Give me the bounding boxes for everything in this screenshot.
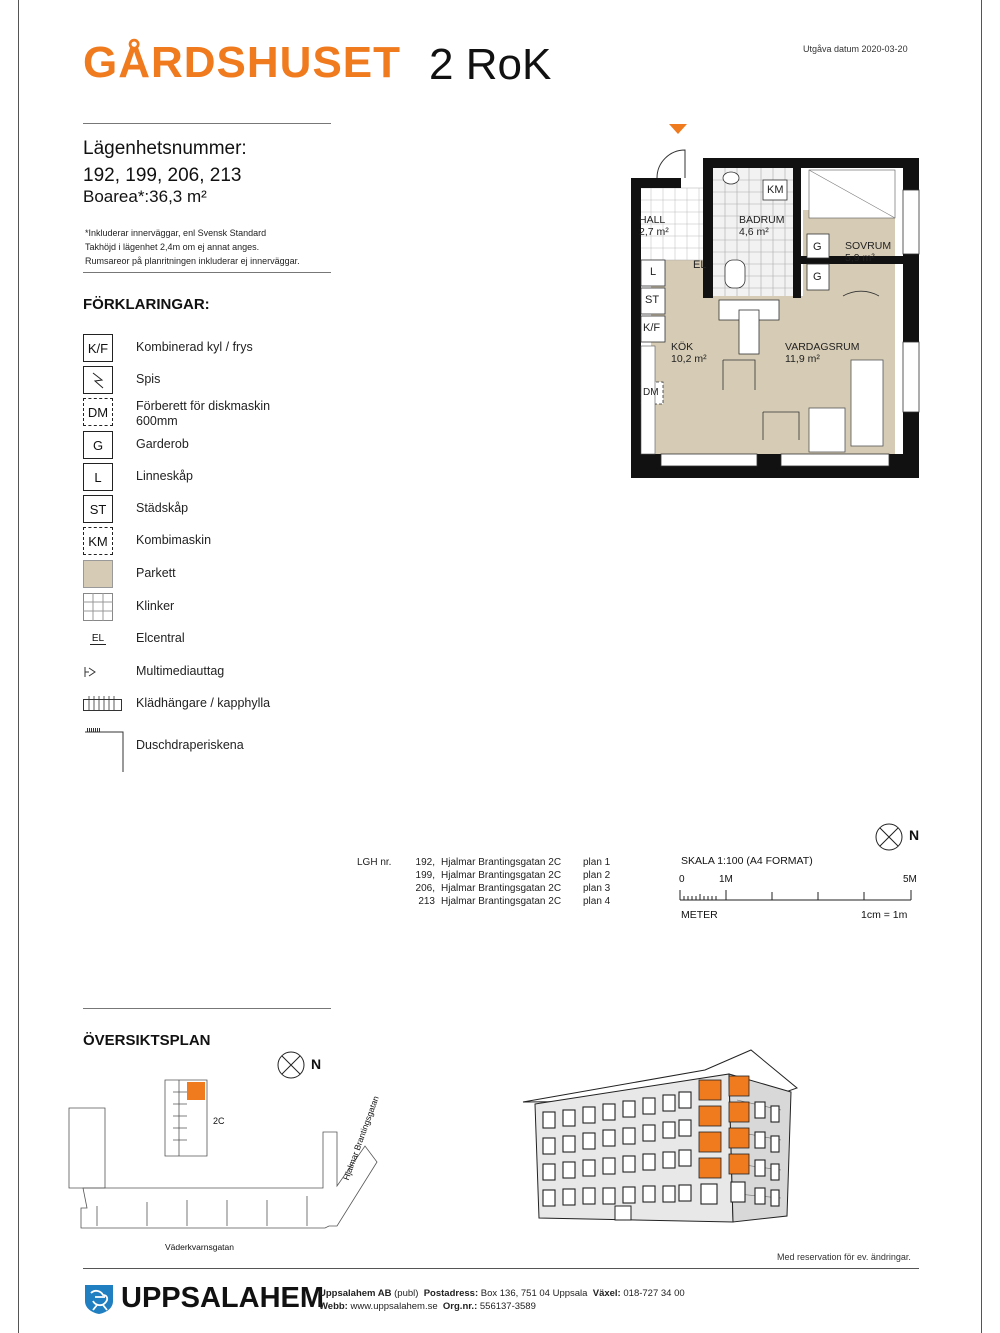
washer-dryer-icon: KM (83, 527, 113, 555)
legend-label: Klinker (136, 599, 175, 613)
electrical-panel-icon (83, 625, 113, 653)
legend-label: Kombimaskin (136, 533, 212, 547)
linen-cabinet-icon: L (83, 463, 113, 491)
room-name: KÖK (671, 341, 694, 353)
building-title: GÅRDSHUSET (83, 38, 402, 87)
legend-label-line: 600mm (136, 414, 178, 428)
fixture-kf: K/F (643, 322, 661, 334)
tile-swatch-icon (83, 593, 113, 621)
fridge-freezer-icon: K/F (83, 334, 113, 362)
legend-label (136, 399, 270, 429)
floor-plan (613, 120, 923, 484)
org-number: 556137-3589 (479, 1301, 536, 1312)
website-link[interactable]: www.uppsalahem.se (350, 1301, 438, 1312)
street: Hjalmar Brantingsgatan 2C (441, 857, 562, 868)
legend-item-tile (83, 593, 383, 623)
legend-item-st (83, 495, 383, 525)
room-bedroom (845, 240, 891, 264)
scale-five: 5M (903, 874, 917, 885)
fixture-km: KM (767, 184, 784, 196)
street: Hjalmar Brantingsgatan 2C (441, 883, 562, 894)
clothes-hanger-icon (83, 690, 123, 718)
divider (83, 272, 331, 273)
reservation-note: Med reservation för ev. ändringar. (777, 1252, 911, 1262)
cleaning-cabinet-icon: ST (83, 495, 113, 523)
street: Hjalmar Brantingsgatan 2C (441, 870, 562, 881)
footer-divider (83, 1268, 919, 1269)
company-name: Uppsalahem AB (319, 1288, 392, 1299)
company-logo (83, 1282, 324, 1315)
legend-item-kf (83, 334, 383, 364)
post-address: Box 136, 751 04 Uppsala (480, 1288, 588, 1299)
document-sheet (18, 0, 982, 1333)
address-row (357, 869, 610, 882)
note-line: Rumsareor på planritningen inkluderar ej innerväggar. (85, 256, 300, 266)
legend-label: Spis (136, 372, 161, 386)
fixture-g: G (813, 271, 822, 283)
stove-icon (83, 366, 113, 394)
legend-item-stove (83, 366, 383, 396)
area-notes (85, 226, 300, 268)
shower-rail-icon (83, 726, 127, 774)
legend-item-el (83, 625, 383, 655)
lgh-number: 206, (415, 883, 435, 894)
apartment-numbers: 192, 199, 206, 213 (83, 165, 242, 186)
note-line: *Inkluderar innerväggar, enl Svensk Standard (85, 228, 267, 238)
floor: plan 4 (583, 896, 611, 907)
floor: plan 2 (583, 870, 611, 881)
fixture-g: G (813, 241, 822, 253)
legend-item-dm (83, 398, 383, 428)
room-area: 11,9 m² (785, 353, 820, 365)
company-info (319, 1287, 685, 1313)
street: Hjalmar Brantingsgatan 2C (441, 896, 562, 907)
scale-one: 1M (719, 874, 733, 885)
room-bathroom (739, 214, 785, 238)
compass-icon (875, 822, 905, 852)
room-kitchen (671, 341, 707, 365)
legend-label: Klädhängare / kapphylla (136, 696, 271, 710)
legend-label: Parkett (136, 566, 176, 580)
floor: plan 3 (583, 883, 611, 894)
fixture-dm: DM (643, 387, 659, 398)
room-area: 5,9 m² (845, 252, 875, 264)
street-label-side: Hjalmar Brantingsgatan (341, 1094, 381, 1182)
entrance-door (615, 1206, 631, 1220)
scale-zero: 0 (679, 874, 685, 885)
lgh-number: 213 (418, 896, 435, 907)
room-name: SOVRUM (845, 240, 892, 252)
legend-label: Linneskåp (136, 469, 193, 483)
legend-label: Garderob (136, 437, 189, 451)
fixture-st: ST (645, 294, 660, 306)
org-label: Org.nr.: (442, 1301, 478, 1312)
entrance-marker-icon (669, 124, 687, 134)
north-label: N (909, 827, 920, 843)
issue-date: Utgåva datum 2020-03-20 (803, 44, 908, 54)
address-row (357, 895, 610, 908)
apartment-type: 2 RoK (429, 40, 552, 89)
legend-label: Duschdraperiskena (136, 738, 244, 752)
apartment-number-label: Lägenhetsnummer: (83, 138, 247, 159)
building-illustration (519, 1040, 809, 1229)
north-arrow (875, 822, 905, 857)
legend-label-line: Förberett för diskmaskin (136, 399, 271, 413)
overview-title: ÖVERSIKTSPLAN (83, 1032, 211, 1049)
scale-ratio: 1cm = 1m (861, 909, 908, 921)
room-living-room (785, 341, 859, 365)
street-label-bottom: Väderkvarnsgatan (165, 1242, 234, 1252)
address-row (357, 882, 610, 895)
legend-item-shower (83, 726, 383, 774)
legend-label: Kombinerad kyl / frys (136, 340, 253, 354)
floor: plan 1 (583, 857, 611, 868)
room-area: 4,6 m² (739, 226, 769, 238)
phone-number: 018-727 34 00 (623, 1288, 685, 1299)
legend-label: Elcentral (136, 631, 185, 645)
address-row (357, 856, 610, 869)
lgh-number: 192, (415, 857, 435, 868)
post-label: Postadress: (423, 1288, 479, 1299)
web-label: Webb: (319, 1301, 348, 1312)
phone-label: Växel: (592, 1288, 621, 1299)
wardrobe-icon: G (83, 431, 113, 459)
company-suffix: (publ) (394, 1288, 419, 1299)
fixture-el: EL (693, 259, 707, 271)
legend-item-parquet (83, 560, 383, 590)
fixture-l: L (650, 266, 657, 278)
highlighted-unit (187, 1082, 205, 1100)
scale-bar (679, 886, 915, 907)
scale-title: SKALA 1:100 (A4 FORMAT) (681, 855, 813, 867)
room-area: 2,7 m² (639, 226, 669, 238)
legend-item-km (83, 527, 383, 557)
logo-text: UPPSALAHEM (121, 1282, 325, 1314)
legend-label: Multimediauttag (136, 664, 225, 678)
address-list (357, 856, 610, 908)
uppsalahem-lion-icon (83, 1283, 115, 1315)
divider (83, 1008, 331, 1009)
legend-item-media (83, 658, 383, 688)
dishwasher-icon: DM (83, 398, 113, 426)
legend-item-g (83, 431, 383, 461)
media-outlet-icon (83, 658, 113, 686)
legend-label: Städskåp (136, 501, 189, 515)
el-symbol-text: EL (91, 633, 105, 644)
parquet-swatch-icon (83, 560, 113, 588)
overview-north-label: N (311, 1056, 322, 1072)
living-area: Boarea*:36,3 m² (83, 187, 207, 206)
divider (83, 123, 331, 124)
room-name: BADRUM (739, 214, 785, 226)
entrance-label: 2C (213, 1116, 225, 1126)
note-line: Takhöjd i lägenhet 2,4m om ej annat anges. (85, 242, 260, 252)
legend-title: FÖRKLARINGAR: (83, 296, 210, 313)
legend-item-l (83, 463, 383, 493)
building-drawing (519, 1040, 809, 1224)
lgh-number: 199, (415, 870, 435, 881)
room-area: 10,2 m² (671, 353, 707, 365)
room-name: VARDAGSRUM (785, 341, 860, 353)
floor-plan-drawing (613, 120, 923, 484)
room-name: HALL (639, 214, 666, 226)
legend-item-hanger (83, 690, 383, 720)
scale-unit: METER (681, 909, 718, 921)
lgh-prefix: LGH nr. (357, 857, 392, 868)
room-hall (639, 214, 669, 238)
